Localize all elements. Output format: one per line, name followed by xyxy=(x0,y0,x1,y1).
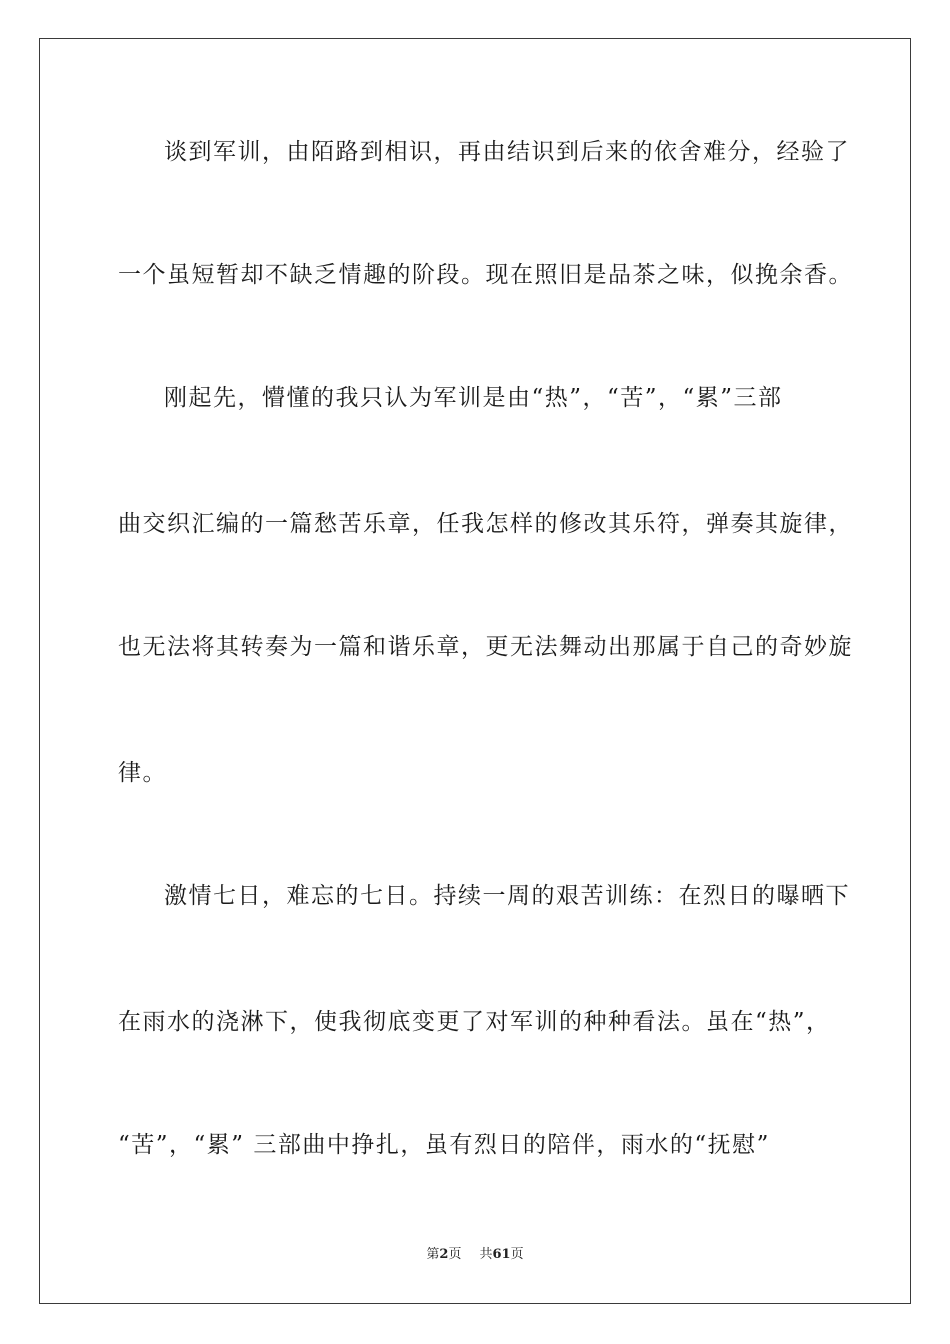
page-prefix: 第 xyxy=(426,1247,440,1262)
paragraph-1-line-2: 一个虽短暂却不缺乏情趣的阶段。现在照旧是品茶之味，似挽余香。 xyxy=(118,262,853,288)
paragraph-1-line-1: 谈到军训，由陌路到相识，再由结识到后来的依舍难分，经验了 xyxy=(164,139,850,165)
total-prefix: 共 xyxy=(479,1247,493,1262)
paragraph-3-line-3: “苦”，“累” 三部曲中挣扎，虽有烈日的陪伴，雨水的“抚慰” xyxy=(118,1132,770,1158)
page-suffix: 页 xyxy=(448,1247,462,1262)
paragraph-3-line-1: 激情七日，难忘的七日。持续一周的艰苦训练：在烈日的曝晒下 xyxy=(164,883,850,909)
paragraph-2-line-1: 刚起先，懵懂的我只认为军训是由“热”，“苦”，“累”三部 xyxy=(164,385,783,411)
paragraph-2-line-3: 也无法将其转奏为一篇和谐乐章，更无法舞动出那属于自己的奇妙旋 xyxy=(118,634,853,660)
page-footer xyxy=(0,1246,950,1264)
total-suffix: 页 xyxy=(510,1247,524,1262)
paragraph-2-line-4: 律。 xyxy=(118,760,167,786)
paragraph-3-line-2: 在雨水的浇淋下，使我彻底变更了对军训的种种看法。虽在“热”， xyxy=(118,1009,831,1035)
page-number: 2 xyxy=(439,1247,449,1262)
total-pages: 61 xyxy=(492,1247,511,1262)
page-border xyxy=(39,38,911,1304)
paragraph-2-line-2: 曲交织汇编的一篇愁苦乐章，任我怎样的修改其乐符，弹奏其旋律， xyxy=(118,511,853,537)
